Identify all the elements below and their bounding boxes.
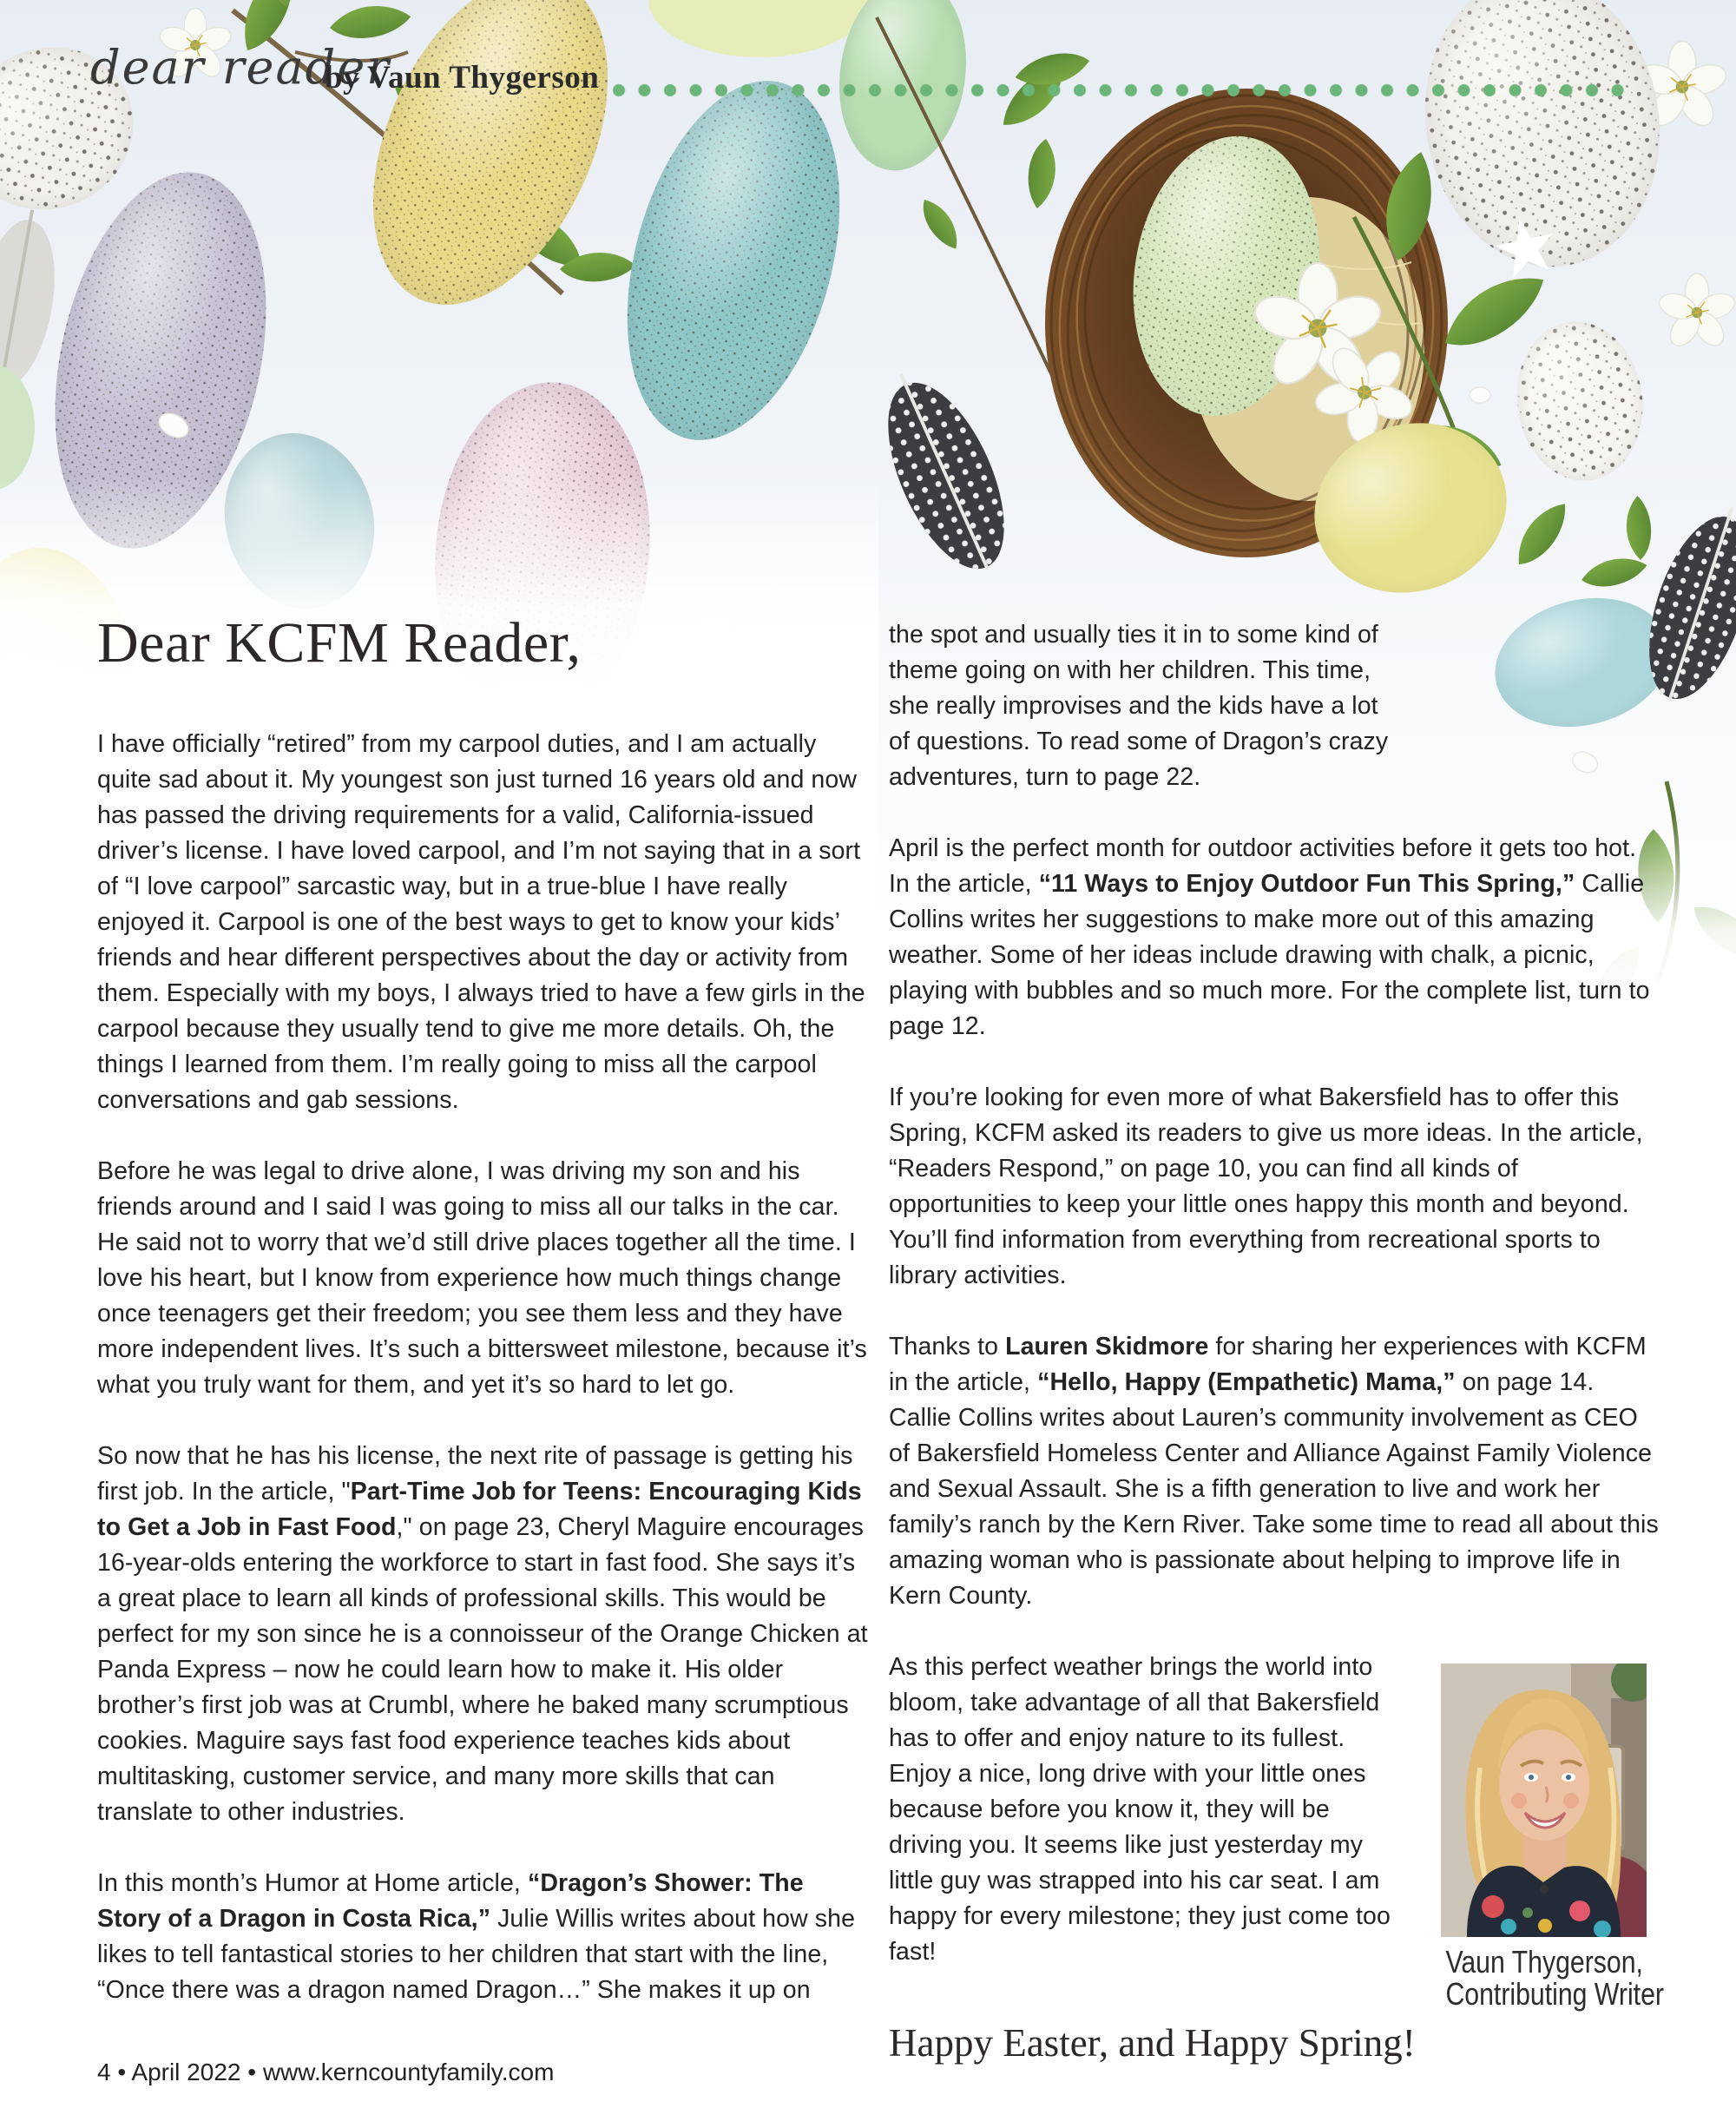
- body-paragraph: Thanks to Lauren Skidmore for sharing her experiences with KCFM in the article, “Hello, Happy (Empathetic) Mama,” on page 14. Callie Collins writes about Lauren’s community involvement as CEO of Bakersfield Homeless Center and Alliance Against Family Violence and Sexual Assault. She is a fifth generation to live and work her family’s ranch by the Kern River. Take some time to read all about this amazing woman who is passionate about helping to improve life in Kern County.: [889, 1333, 1659, 1610]
- vaun-thygerson-photo: [1441, 1664, 1647, 1937]
- body-paragraph: April is the perfect month for outdoor activities before it gets too hot. In the article, “11 Ways to Enjoy Outdoor Fun This Spring,” Callie Collins writes her suggestions to make more out of this amazing weather. Some of her ideas include drawing with chalk, a picnic, playing with bubbles and so much more. For the complete list, turn to page 12.: [889, 834, 1650, 1040]
- body-paragraph: As this perfect weather brings the world into bloom, take advantage of all that Bakersfield has to offer and enjoy nature to its fullest. Enjoy a nice, long drive with your little ones because before you know it, they will be driving you. It seems like just yesterday my little guy was strapped into his car seat. I am happy for every milestone; they just come too fast!: [889, 1653, 1391, 1966]
- article-heading: Dear KCFM Reader,: [97, 611, 582, 675]
- column-script-title: dear reader: [90, 40, 391, 95]
- body-paragraph: In this month’s Humor at Home article, “Dragon’s Shower: The Story of a Dragon in Costa Rica,” Julie Willis writes about how she likes to tell fantastical stories to her children that start with the line, “Once there was a dragon named Dragon…” She makes it up on: [97, 1869, 856, 2004]
- body-paragraph: If you’re looking for even more of what Bakersfield has to offer this Spring, KCFM asked its readers to give us more ideas. In the article, “Readers Respond,” on page 10, you can find all kinds of opportunities to keep your little ones happy this month and beyond. You’ll find information from everything from recreational sports to library activities.: [889, 1084, 1643, 1289]
- author-photo-figure: [1427, 1664, 1664, 2012]
- body-paragraph: I have officially “retired” from my carpool duties, and I am actually quite sad about it. My youngest son just turned 16 years old and now has passed the driving requirements for a valid, California-issued driver’s license. I have loved carpool, and I’m not saying that in a sort of “I love carpool” sarcastic way, but in a true-blue I have really enjoyed it. Carpool is one of the best ways to get to know your kids’ friends and hear different perspectives about the day or activity from them. Especially with my boys, I always tried to have a few girls in the carpool because they usually tend to give me more details. Oh, the things I learned from them. I’m really going to miss all the carpool conversations and gab sessions.: [97, 730, 865, 1114]
- page-footer: 4 • April 2022 • www.kerncountyfamily.com: [97, 2059, 555, 2085]
- column-byline: by Vaun Thygerson: [325, 60, 600, 96]
- closing-line: Happy Easter, and Happy Spring!: [889, 2021, 1416, 2065]
- body-paragraph: the spot and usually ties it in to some kind of theme going on with her children. This time, she really improvises and the kids have a lot of questions. To read some of Dragon’s crazy adventures, turn to page 22.: [889, 621, 1389, 791]
- caption-name: Vaun Thygerson,: [1445, 1944, 1643, 1980]
- caption-title: Contributing Writer: [1445, 1976, 1664, 2012]
- header-photo-overlap-spacer: [1397, 617, 1660, 801]
- author-photo-caption: [1427, 1944, 1664, 2012]
- body-paragraph: Before he was legal to drive alone, I was driving my son and his friends around and I said I was going to miss all our talks in the car. He said not to worry that we’d still drive places together all the time. I love his heart, but I know from experience how much things change once teenagers get their freedom; you see them less and they have more independent lives. It’s such a bittersweet milestone, because it’s what you truly want for them, and yet it’s so hard to let go.: [97, 1157, 867, 1399]
- right-column: [889, 612, 1664, 2065]
- left-column: [97, 612, 874, 2008]
- body-paragraph: So now that he has his license, the next rite of passage is getting his first job. In the article, "Part-Time Job for Teens: Encouraging Kids to Get a Job in Fast Food," on page 23, Cheryl Maguire encourages 16-year-olds entering the workforce to start in fast food. She says it’s a great place to learn all kinds of professional skills. This would be perfect for my son since he is a connoisseur of the Orange Chicken at Panda Express – now he could learn how to make it. His older brother’s first job was at Crumbl, where he baked many scrumptious cookies. Maguire says fast food experience teaches kids about multitasking, customer service, and many more skills that can translate to other industries.: [97, 1442, 868, 1826]
- dotted-divider: [611, 82, 1625, 98]
